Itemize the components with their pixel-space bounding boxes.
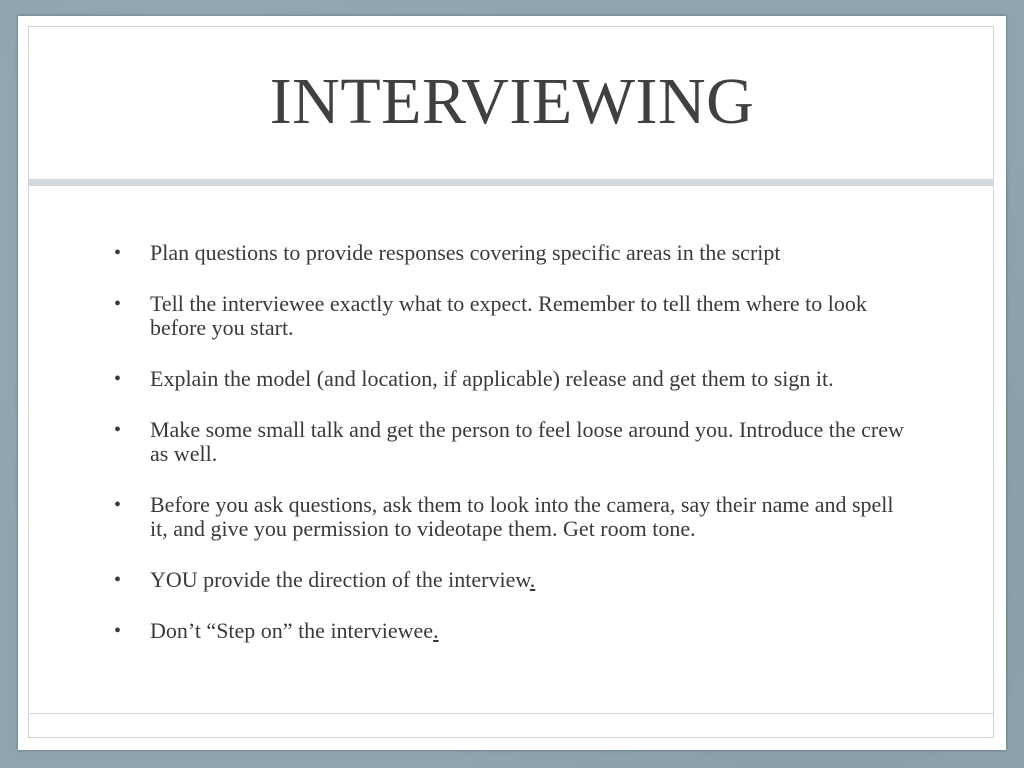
- list-item: [114, 241, 914, 265]
- slide: [18, 16, 1006, 750]
- list-item: [114, 568, 914, 592]
- bullet-icon: •: [114, 242, 122, 264]
- list-item: [114, 619, 914, 643]
- bullet-text: Plan questions to provide responses covering specific areas in the script: [150, 240, 781, 265]
- bullet-trailing-period: .: [529, 567, 536, 592]
- slide-title: INTERVIEWING: [269, 65, 755, 138]
- list-item: [114, 367, 914, 391]
- bullet-icon: •: [114, 569, 122, 591]
- bullet-list: [114, 241, 914, 670]
- bullet-text: Make some small talk and get the person to feel loose around you. Introduce the crew as well.: [150, 417, 904, 466]
- bullet-icon: •: [114, 293, 122, 315]
- list-item: [114, 493, 914, 541]
- title-divider: [29, 179, 994, 186]
- bullet-icon: •: [114, 620, 122, 642]
- bullet-trailing-period: .: [433, 618, 439, 643]
- bullet-text: YOU provide the direction of the interview: [150, 567, 530, 592]
- bullet-text: Tell the interviewee exactly what to expect. Remember to tell them where to look before you start.: [150, 291, 867, 340]
- footer-divider: [29, 713, 994, 714]
- bullet-icon: •: [114, 368, 122, 390]
- list-item: [114, 418, 914, 466]
- bullet-icon: •: [114, 419, 122, 441]
- bullet-text: Before you ask questions, ask them to look into the camera, say their name and spell it, and give you permission to videotape them. Get room tone.: [150, 492, 894, 541]
- bullet-text: Don’t “Step on” the interviewee: [150, 618, 434, 643]
- bullet-icon: •: [114, 494, 122, 516]
- bullet-text: Explain the model (and location, if applicable) release and get them to sign it.: [150, 366, 834, 391]
- list-item: [114, 292, 914, 340]
